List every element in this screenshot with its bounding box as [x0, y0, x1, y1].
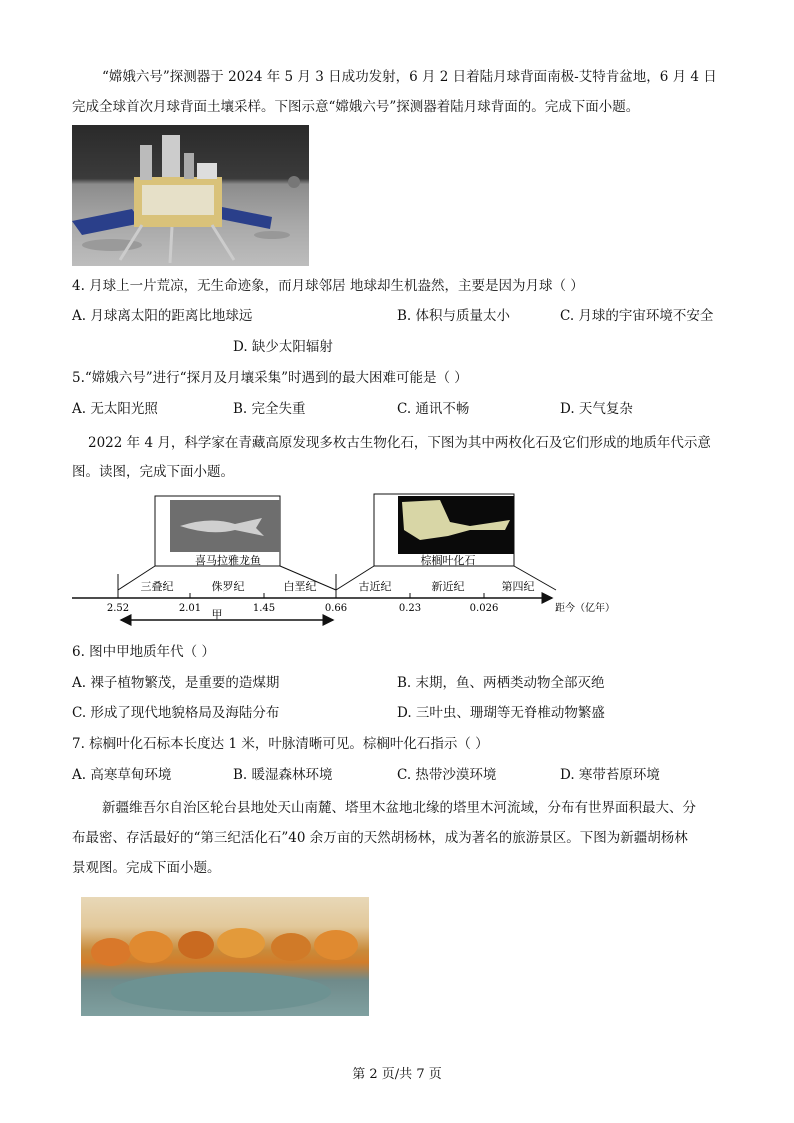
- tick-2-01: 2.01: [178, 603, 202, 614]
- q7-option-a: A. 高寒草甸环境: [72, 767, 172, 783]
- q5-option-c: C. 通讯不畅: [397, 401, 470, 417]
- intro2-line1: 2022 年 4 月，科学家在青藏高原发现多枚古生物化石，下图为其中两枚化石及它们形成的地质年代示意: [88, 435, 711, 451]
- period-triassic: 三叠纪: [140, 580, 174, 593]
- change6-lander-photo: [72, 125, 309, 266]
- q7-option-b: B. 暖湿森林环境: [233, 767, 333, 783]
- period-neogene: 新近纪: [431, 580, 465, 593]
- period-jurassic: 侏罗纪: [211, 580, 245, 593]
- geologic-timeline-diagram: [0, 490, 794, 630]
- period-quaternary: 第四纪: [501, 580, 535, 593]
- intro1-line2: 完成全球首次月球背面土壤采样。下图示意“嫦娥六号”探测器着陆月球背面的。完成下面小题。: [72, 99, 640, 115]
- q7-option-c: C. 热带沙漠环境: [397, 767, 497, 783]
- span-jia-label: 甲: [211, 608, 223, 621]
- forest-illustration: [81, 897, 369, 1016]
- period-cretaceous: 白垩纪: [283, 580, 317, 593]
- tick-0-66: 0.66: [324, 603, 348, 614]
- q4-option-b: B. 体积与质量太小: [397, 308, 511, 324]
- intro3-line1: 新疆维吾尔自治区轮台县地处天山南麓、塔里木盆地北缘的塔里木河流域，分布有世界面积最大、分: [102, 800, 696, 816]
- tick-0-23: 0.23: [398, 603, 422, 614]
- q5-option-d: D. 天气复杂: [560, 401, 633, 417]
- tick-1-45: 1.45: [252, 603, 276, 614]
- axis-label: 距今（亿年）: [555, 603, 615, 614]
- page-footer: 第 2 页/共 7 页: [352, 1067, 442, 1082]
- tick-0-026: 0.026: [469, 603, 499, 614]
- intro1-line1: “嫦娥六号”探测器于 2024 年 5 月 3 日成功发射，6 月 2 日着陆月球背面南极-艾特肯盆地，6 月 4 日: [102, 69, 717, 85]
- intro3-line2: 布最密、存活最好的“第三纪活化石”40 余万亩的天然胡杨林，成为著名的旅游景区。下图为新疆胡杨林: [72, 830, 688, 846]
- q4-option-d: D. 缺少太阳辐射: [233, 339, 333, 355]
- tick-2-52: 2.52: [106, 603, 130, 614]
- fossil2-label: 棕榈叶化石: [420, 554, 476, 567]
- q6-stem: 6. 图中甲地质年代（ ）: [72, 644, 215, 660]
- q5-option-b: B. 完全失重: [233, 401, 306, 417]
- q7-stem: 7. 棕榈叶化石标本长度达 1 米，叶脉清晰可见。棕榈叶化石指示（ ）: [72, 736, 489, 752]
- q6-option-d: D. 三叶虫、珊瑚等无脊椎动物繁盛: [397, 705, 605, 721]
- q5-option-a: A. 无太阳光照: [72, 401, 158, 417]
- q4-stem: 4. 月球上一片荒凉，无生命迹象，而月球邻居 地球却生机盎然，主要是因为月球（ ）: [72, 278, 584, 294]
- q5-stem: 5.“嫦娥六号”进行“探月及月壤采集”时遇到的最大困难可能是（ ）: [72, 370, 468, 386]
- lander-illustration: [72, 125, 309, 266]
- q6-option-b: B. 末期，鱼、两栖类动物全部灭绝: [397, 675, 605, 691]
- period-paleogene: 古近纪: [358, 580, 392, 593]
- populus-forest-photo: [81, 897, 369, 1016]
- fossil1-label: 喜马拉雅龙鱼: [195, 554, 261, 567]
- intro2-line2: 图。读图，完成下面小题。: [72, 464, 234, 480]
- q6-option-a: A. 裸子植物繁茂，是重要的造煤期: [72, 675, 280, 691]
- q4-option-a: A. 月球离太阳的距离比地球远: [72, 308, 253, 324]
- q4-option-c: C. 月球的宇宙环境不安全: [560, 308, 714, 324]
- q7-option-d: D. 寒带苔原环境: [560, 767, 660, 783]
- q6-option-c: C. 形成了现代地貌格局及海陆分布: [72, 705, 280, 721]
- intro3-line3: 景观图。完成下面小题。: [72, 860, 221, 876]
